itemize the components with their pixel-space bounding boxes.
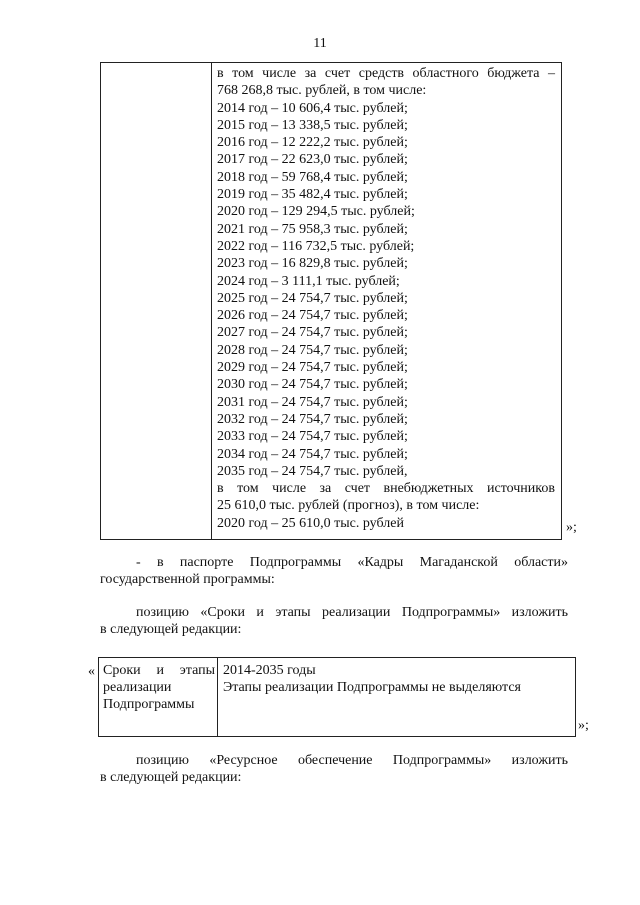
terms-label-line: Сроки и этапы — [103, 663, 215, 678]
year-line: 2022 год – 116 732,5 тыс. рублей; — [217, 238, 415, 254]
year-line: 2033 год – 24 754,7 тыс. рублей; — [217, 429, 408, 445]
year-line: 2029 год – 24 754,7 тыс. рублей; — [217, 360, 408, 376]
terms-label-line: Подпрограммы — [103, 697, 195, 712]
funding-total-line: 768 268,8 тыс. рублей, в том числе: — [217, 83, 427, 99]
terms-years: 2014-2035 годы — [223, 663, 316, 678]
year-line: 2020 год – 129 294,5 тыс. рублей; — [217, 204, 415, 220]
paragraph-line: в следующей редакции: — [100, 622, 242, 637]
opening-quote: « — [88, 664, 95, 679]
page-number: 11 — [313, 36, 327, 51]
year-line: 2027 год – 24 754,7 тыс. рублей; — [217, 325, 408, 341]
year-line: 2024 год – 3 111,1 тыс. рублей; — [217, 273, 400, 289]
funding-lead-line: в том числе за счет средств областного бюджета – — [217, 66, 555, 81]
year-line: 2023 год – 16 829,8 тыс. рублей; — [217, 256, 408, 272]
extra-funding-total-line: 25 610,0 тыс. рублей (прогноз), в том числе: — [217, 498, 480, 514]
funding-cell — [217, 65, 555, 532]
column-divider — [217, 658, 218, 736]
closing-quote: »; — [566, 520, 577, 535]
year-line: 2032 год – 24 754,7 тыс. рублей; — [217, 411, 408, 427]
year-line: 2028 год – 24 754,7 тыс. рублей; — [217, 342, 408, 358]
column-divider — [211, 63, 212, 539]
year-line: 2015 год – 13 338,5 тыс. рублей; — [217, 117, 408, 133]
extra-funding-year-line: 2020 год – 25 610,0 тыс. рублей — [217, 515, 404, 531]
paragraph-line: - в паспорте Подпрограммы «Кадры Магаданской области» — [136, 555, 568, 570]
paragraph-line: позицию «Ресурсное обеспечение Подпрограммы» изложить — [136, 753, 568, 768]
year-line: 2018 год – 59 768,4 тыс. рублей; — [217, 169, 408, 185]
funding-table — [100, 62, 562, 540]
year-line: 2034 год – 24 754,7 тыс. рублей; — [217, 446, 408, 462]
paragraph-line: государственной программы: — [100, 572, 275, 587]
terms-value-cell — [223, 662, 571, 696]
terms-stages: Этапы реализации Подпрограммы не выделяются — [223, 680, 521, 695]
closing-quote: »; — [578, 718, 589, 733]
terms-label-cell — [103, 662, 215, 713]
year-line: 2019 год – 35 482,4 тыс. рублей; — [217, 187, 408, 203]
paragraph-line: в следующей редакции: — [100, 770, 242, 785]
terms-label-line: реализации — [103, 680, 172, 695]
terms-table — [98, 657, 576, 737]
year-line: 2021 год – 75 958,3 тыс. рублей; — [217, 221, 408, 237]
year-line: 2025 год – 24 754,7 тыс. рублей; — [217, 290, 408, 306]
year-line: 2035 год – 24 754,7 тыс. рублей, — [217, 463, 408, 479]
paragraph-terms-position — [100, 604, 568, 638]
year-line: 2031 год – 24 754,7 тыс. рублей; — [217, 394, 408, 410]
year-line: 2030 год – 24 754,7 тыс. рублей; — [217, 377, 408, 393]
paragraph-resources-position — [100, 752, 568, 786]
year-line: 2014 год – 10 606,4 тыс. рублей; — [217, 100, 408, 116]
paragraph-passport — [100, 554, 568, 588]
year-line: 2026 год – 24 754,7 тыс. рублей; — [217, 308, 408, 324]
year-line: 2016 год – 12 222,2 тыс. рублей; — [217, 135, 408, 151]
paragraph-line: позицию «Сроки и этапы реализации Подпрограммы» изложить — [136, 605, 568, 620]
extra-funding-lead-line: в том числе за счет внебюджетных источников — [217, 481, 555, 497]
year-line: 2017 год – 22 623,0 тыс. рублей; — [217, 152, 408, 168]
